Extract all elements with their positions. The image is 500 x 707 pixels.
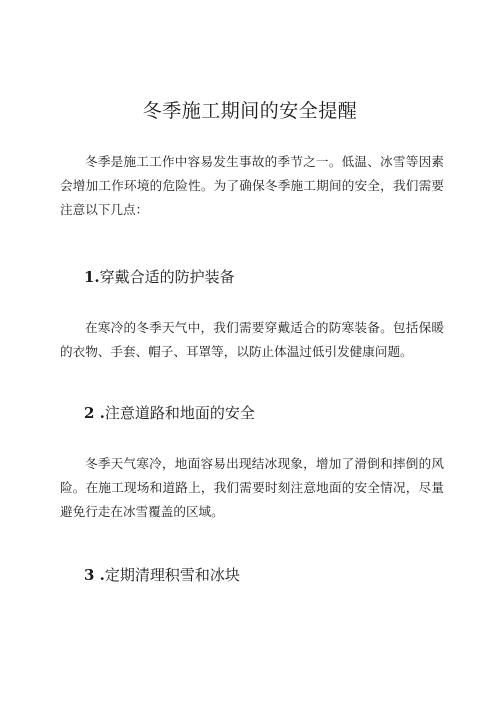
section-title: 定期清理积雪和冰块 <box>104 566 240 584</box>
section-number: 3 . <box>84 566 105 584</box>
section-heading-1 <box>84 266 235 287</box>
section-paragraph-1: 在寒冷的冬季天气中，我们需要穿戴适合的防寒装备。包括保暖的衣物、手套、帽子、耳罩等，以防止体温过低引发健康问题。 <box>60 320 444 359</box>
section-number: 1. <box>84 268 100 286</box>
section-paragraph-2: 冬季天气寒冷，地面容易出现结冰现象，增加了滑倒和摔倒的风险。在施工现场和道路上，我们需要时刻注意地面的安全情况，尽量避免行走在冰雪覆盖的区域。 <box>60 456 444 519</box>
document-title: 冬季施工期间的安全提醒 <box>142 100 358 122</box>
intro-paragraph: 冬季是施工工作中容易发生事故的季节之一。低温、冰雪等因素会增加工作环境的危险性。为了确保冬季施工期间的安全，我们需要注意以下几点： <box>60 154 444 217</box>
section-heading-2 <box>84 402 255 423</box>
section-title: 穿戴合适的防护装备 <box>99 268 235 286</box>
section-title: 注意道路和地面的安全 <box>104 404 255 422</box>
section-heading-3 <box>84 564 240 585</box>
section-number: 2 . <box>84 404 105 422</box>
